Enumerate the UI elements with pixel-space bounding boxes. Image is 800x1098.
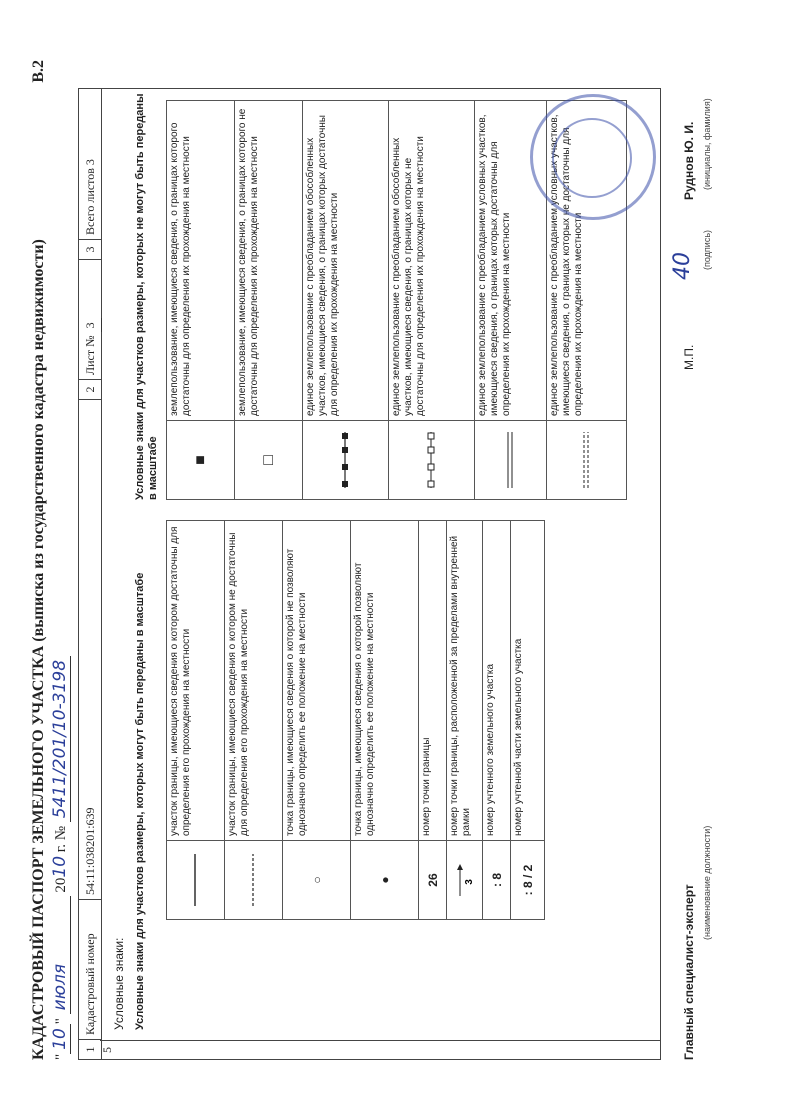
date-quote-close: " [53,1018,69,1025]
filled-square-symbol: ■ [167,421,235,500]
double-line-symbol [475,421,547,500]
filled-square-line-symbol [303,421,389,500]
legend-text: точка границы, имеющиеся сведения о которой не позволяют однозначно определить ее положение на местности [283,521,351,841]
sheet-code: В.2 [30,60,47,83]
legend-text: землепользование, имеющиеся сведения, о границах которого не достаточны для определения их прохождения на местности [235,101,303,421]
header-col3: 3 [79,239,101,259]
solid-boundary-symbol [167,841,225,920]
legend-text: номер точки границы [419,521,447,841]
legend-row [283,521,351,920]
rotated-document-page [30,60,730,1060]
date-year-word: г. № [53,825,69,853]
sheet-number [79,259,101,379]
legend-text: единое землепользование с преобладанием обособленных участков, имеющиеся сведения, о границах которых не достаточны для определения их прохождения на местности [389,101,475,421]
parcel-part-symbol: : 8 / 2 [511,841,545,920]
total-value: 3 [83,159,97,166]
header-col2: 2 [79,379,101,399]
date-line [50,656,71,1060]
sheet-value: 3 [79,318,102,332]
signer-position: Главный специалист-эксперт [682,884,696,1060]
header-col1: 1 [79,1039,101,1059]
legend-row [389,101,475,500]
legend-row [167,521,225,920]
legend-row [235,101,303,500]
double-dashed-symbol [547,421,627,500]
signature-caption: (подпись) [702,229,712,270]
legend-row [225,521,283,920]
legend-text: участок границы, имеющиеся сведения о котором не достаточны для определения его прохождения на местности [225,521,283,841]
dashed-boundary-symbol [225,841,283,920]
right-table-caption: Условные знаки для участков размеры, которых не могут быть переданы в масштабе [134,93,159,500]
official-stamp-inner-ring [552,118,632,198]
sheet-label: Лист № [83,335,97,375]
legend-row [511,521,545,920]
legend-row [167,101,235,500]
legend-text: участок границы, имеющиеся сведения о котором достаточны для определения его прохождения на местности [167,521,225,841]
cad-value: 54:11:038201:639 [79,399,101,899]
section-title: Условные знаки: [112,937,126,1030]
legend-text: номер учтенной части земельного участка [511,521,545,841]
filled-point-symbol: ● [351,841,419,920]
total-sheets [79,89,101,239]
outer-point-number: 3 [463,879,474,885]
date-month: июля [50,896,71,1014]
legend-row [303,101,389,500]
seal-place-mark: М.П. [682,344,696,370]
date-year-suffix: 10 [50,855,70,878]
date-quote-open: " [53,1053,69,1060]
date-day: 10 [50,1024,71,1054]
signature: 40 [670,252,695,280]
document-title: КАДАСТРОВЫЙ ПАСПОРТ ЗЕМЕЛЬНОГО УЧАСТКА (выписка из государственного кадастра недвижимости) [30,239,47,1060]
point-number-symbol: 26 [419,841,447,920]
date-year-prefix: 20 [53,877,69,893]
legend-text: номер точки границы, расположенной за пределами внутренней рамки [447,521,483,841]
name-caption: (инициалы, фамилия) [702,98,712,190]
left-legend-table [166,520,545,920]
legend-text: землепользование, имеющиеся сведения, о границах которого достаточны для определения их прохождения на местности [167,101,235,421]
legend-text: единое землепользование с преобладанием обособленных участков, имеющиеся сведения, о границах которых достаточны для определения их прохождения на местности [303,101,389,421]
legend-row [351,521,419,920]
legend-text: единое землепользование с преобладанием условных участков, имеющиеся сведения, о границах которых не достаточны для определения их прохождения на местности [547,101,627,421]
legend-row [483,521,511,920]
parcel-number-symbol: : 8 [483,841,511,920]
legend-text: единое землепользование с преобладанием условных участков, имеющиеся сведения, о границах которых достаточны для определения их прохождения на местности [475,101,547,421]
outer-point-symbol [447,841,483,920]
cad-label: Кадастровый номер [79,899,101,1039]
open-square-line-symbol [389,421,475,500]
total-label: Всего листов [83,168,97,235]
legend-row [419,521,447,920]
legend-row [447,521,483,920]
legend-text: номер учтенного земельного участка [483,521,511,841]
section-number: 5 [100,1040,660,1059]
open-point-symbol: ○ [283,841,351,920]
legend-text: точка границы, имеющиеся сведения о которой позволяют однозначно определить ее положение на местности [351,521,419,841]
document-number: 5411/201/10-3198 [50,656,71,822]
open-square-symbol: □ [235,421,303,500]
signer-name: Руднов Ю. И. [682,121,696,200]
left-table-caption: Условные знаки для участков размеры, которых могут быть переданы в масштабе [134,572,146,1030]
position-caption: (наименование должности) [702,825,712,940]
header-row [78,88,102,1060]
